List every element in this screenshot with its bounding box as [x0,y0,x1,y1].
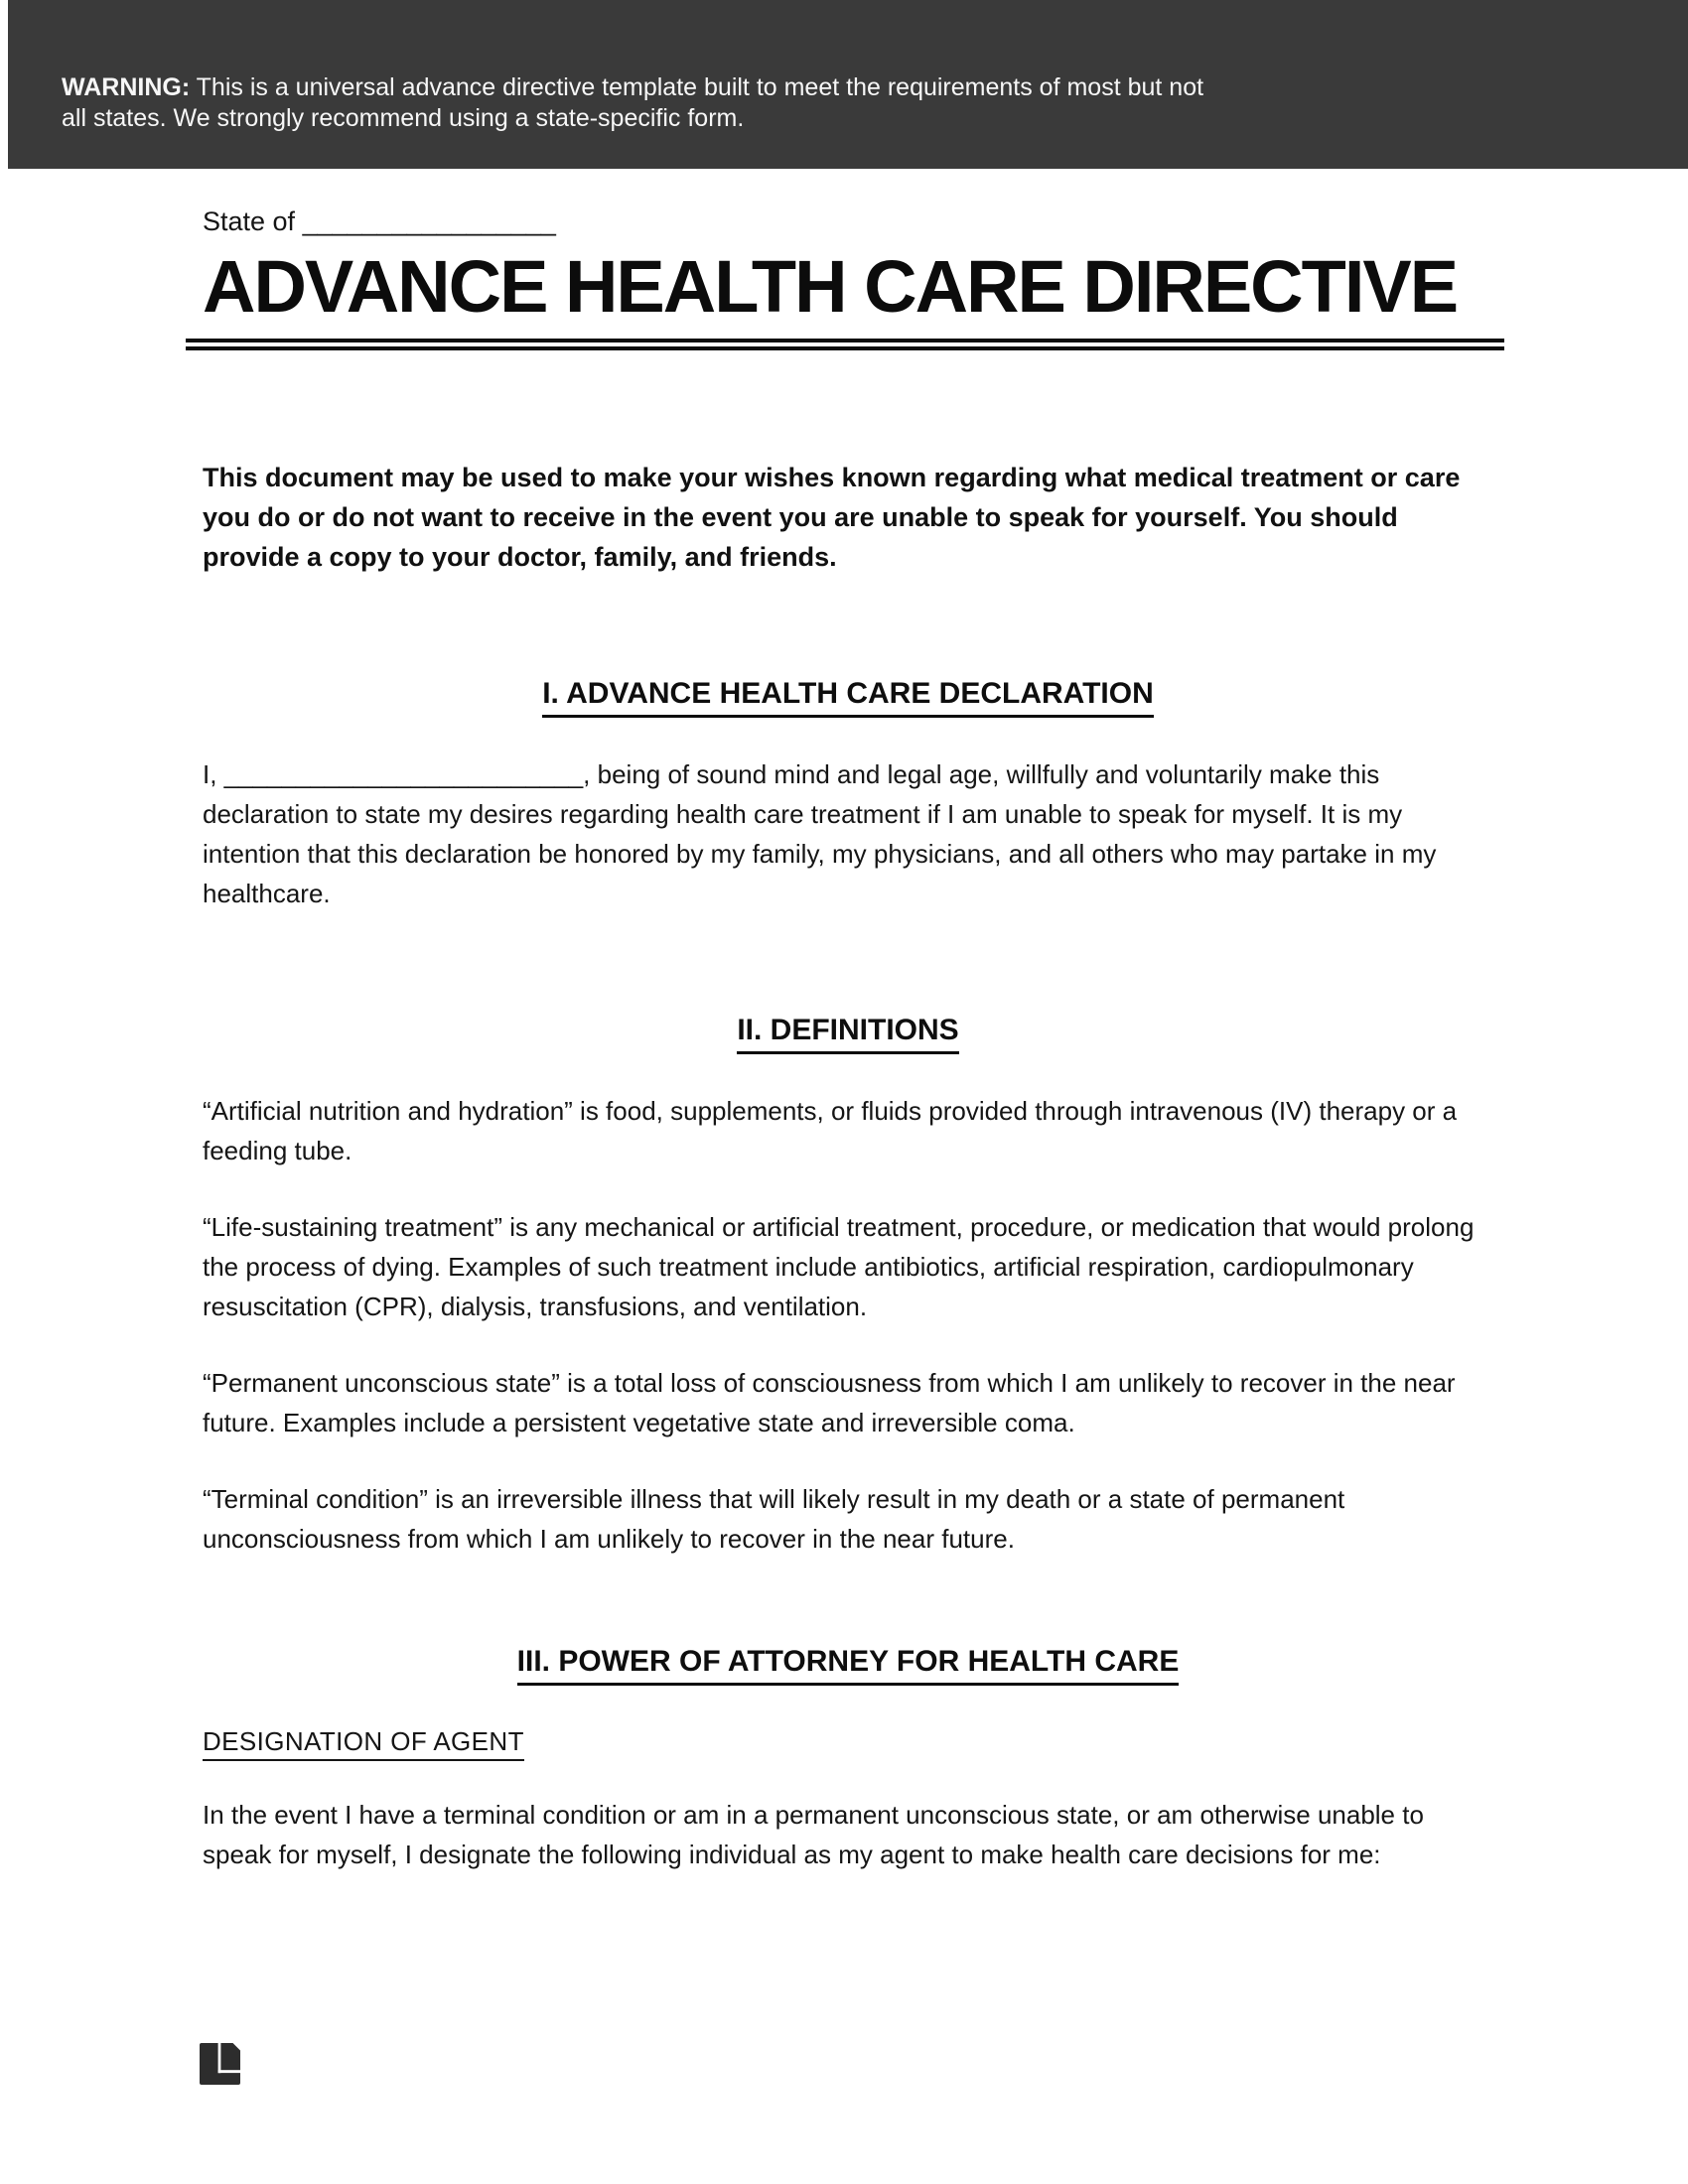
state-blank-field: _________________ [302,206,556,236]
designation-paragraph: In the event I have a terminal condition or am in a permanent unconscious state, or am otherwise unable to speak for myself, I designate the following individual as my agent to make health care decisions for me: [203,1800,1424,1869]
section-i-heading: I. ADVANCE HEALTH CARE DECLARATION [203,676,1493,711]
definition-paragraph-terminal-condition: “Terminal condition” is an irreversible illness that will likely result in my death or a state of permanent unconsciousness from which I am unlikely to recover in the near future. [203,1484,1345,1554]
title-double-rule [186,339,1504,350]
designation-of-agent-subheading: DESIGNATION OF AGENT [203,1724,1493,1758]
definition-paragraph-artificial-nutrition: “Artificial nutrition and hydration” is food, supplements, or fluids provided through intravenous (IV) therapy or a feeding tube. [203,1096,1458,1165]
document-title: ADVANCE HEALTH CARE DIRECTIVE [203,245,1458,328]
document-logo-icon [200,2043,240,2085]
warning-label: WARNING: [62,73,191,101]
state-of-line [203,205,1493,238]
definition-paragraph-permanent-unconscious: “Permanent unconscious state” is a total loss of consciousness from which I am unlikely to recover in the near future. Examples include a persistent vegetative state and irreversible coma. [203,1368,1456,1437]
definition-paragraph-life-sustaining: “Life-sustaining treatment” is any mechanical or artificial treatment, procedure, or medication that would prolong the process of dying. Examples of such treatment include antibiotics, artificial respiration, cardiopulmonary resuscitation (CPR), dialysis, transfusions, and ventilation. [203,1212,1475,1321]
warning-line2: all states. We strongly recommend using a state-specific form. [62,104,745,132]
section-ii-heading: II. DEFINITIONS [203,1013,1493,1047]
warning-text [62,72,1203,134]
warning-line1: This is a universal advance directive template built to meet the requirements of most but not [196,73,1204,101]
intro-paragraph: This document may be used to make your wishes known regarding what medical treatment or care you do or do not want to receive in the event you are unable to speak for yourself. You should provide a copy to your doctor, family, and friends. [203,463,1461,572]
document-page [203,169,1493,1874]
warning-banner [8,0,1688,169]
section-iii-heading: III. POWER OF ATTORNEY FOR HEALTH CARE [203,1644,1493,1679]
legal-templates-logo [200,2043,240,2085]
state-of-label: State of [203,206,296,236]
declaration-paragraph: I, _________________________, being of sound mind and legal age, willfully and voluntarily make this declaration to state my desires regarding health care treatment if I am unable to speak for myself. It is my intention that this declaration be honored by my family, my physicians, and all others who may partake in my healthcare. [203,759,1437,908]
